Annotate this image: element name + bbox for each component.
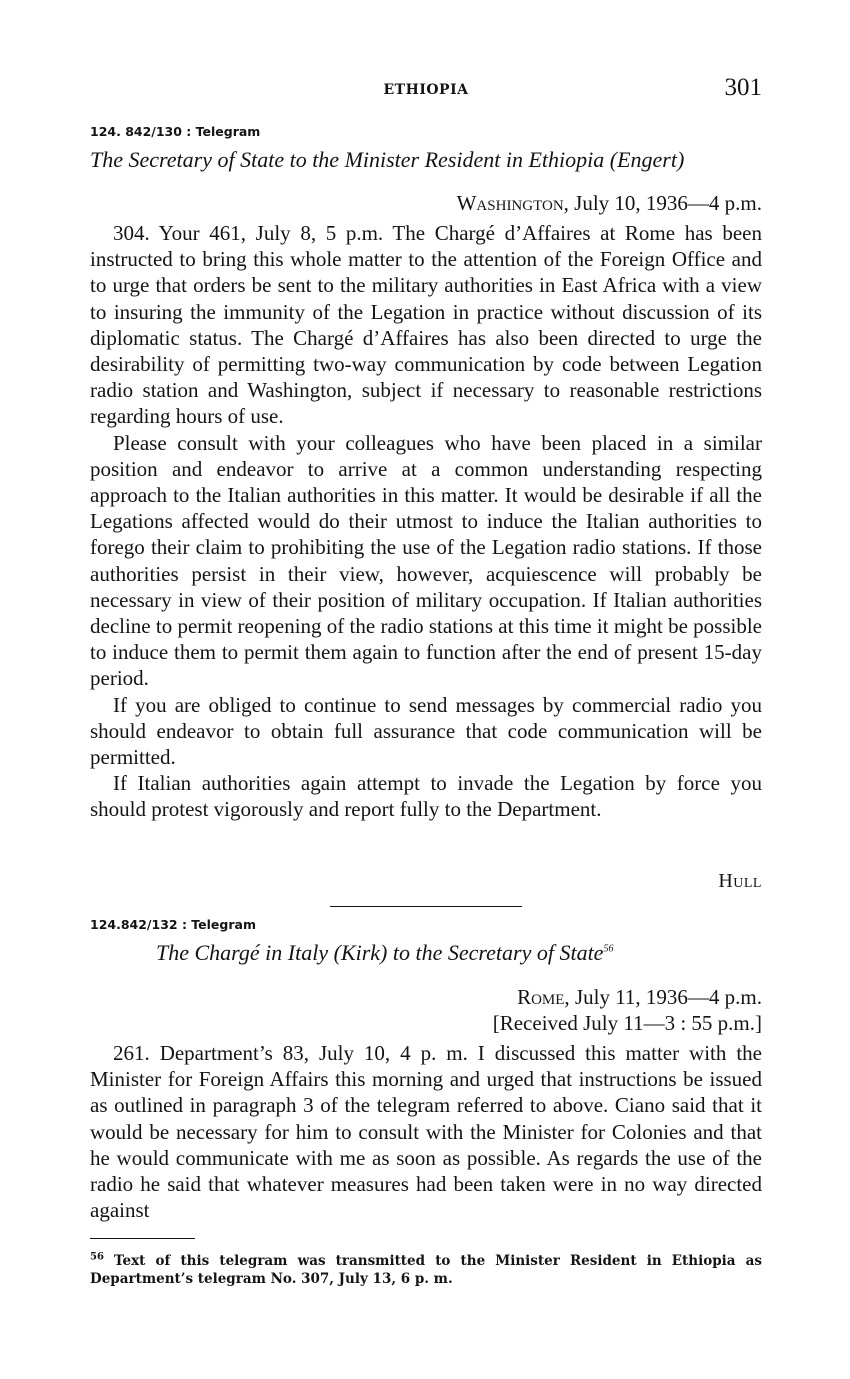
doc1-dateline-place: Washington,	[456, 191, 569, 215]
doc2-paragraph-1: 261. Department’s 83, July 10, 4 p. m. I discussed this matter with the Minister for Foreign Affairs this morning and urged that instructions be issued as outlined in paragraph 3 of the telegram referred to above. Ciano said that it would be necessary for him to consult with the Minister for Colonies and that he would communicate with me as soon as possible. As regards the use of the radio he said that whatever measures had been taken were in no way directed against	[90, 1041, 762, 1223]
doc1-file-reference: 124. 842/130 : Telegram	[90, 124, 261, 139]
footnote-text: Text of this telegram was transmitted to the Minister Resident in Ethiopia as Department’s telegram No. 307, July 13, 6 p. m.	[90, 1253, 762, 1287]
doc1-dateline	[457, 190, 762, 216]
footnote-marker: 56	[90, 1251, 104, 1263]
footnote	[90, 1252, 762, 1288]
doc1-heading: The Secretary of State to the Minister Resident in Ethiopia (Engert)	[90, 147, 685, 172]
doc2-dateline	[517, 984, 762, 1010]
doc2-dateline-date: July 11, 1936—4 p.m.	[569, 985, 762, 1009]
doc1-paragraph-3: If you are obliged to continue to send messages by commercial radio you should endeavor to obtain full assurance that code communication will be permitted.	[90, 692, 762, 770]
footnote-rule	[90, 1238, 195, 1239]
doc1-paragraph-2: Please consult with your colleagues who have been placed in a similar position and endeavor to arrive at a common understanding respecting approach to the Italian authorities in this matter. It would be desirable if all the Legations affected would do their utmost to induce the Italian authorities to forego their claim to prohibiting the use of the Legation radio stations. If those authorities persist in their view, however, acquiescence will probably be necessary in view of their position of military occupation. If Italian authorities decline to permit reopening of the radio stations at this time it might be possible to induce them to permit them again to function after the end of present 15-day period.	[90, 430, 762, 691]
doc1-paragraph-1: 304. Your 461, July 8, 5 p.m. The Chargé d’Affaires at Rome has been instructed to bring this whole matter to the attention of the Foreign Office and to urge that orders be sent to the military authorities in East Africa with a view to insuring the immunity of the Legation in practice without discussion of its diplomatic status. The Chargé d’Affaires has also been directed to urge the desirability of permitting two-way communication by code between Legation radio station and Washington, subject if necessary to reasonable restrictions regarding hours of use.	[90, 221, 762, 429]
doc2-footnote-marker: 56	[603, 943, 614, 955]
doc2-received: [Received July 11—3 : 55 p.m.]	[492, 1011, 762, 1035]
doc2-dateline-place: Rome,	[517, 985, 570, 1009]
doc2-file-reference: 124.842/132 : Telegram	[90, 917, 256, 932]
doc2-heading-text: The Chargé in Italy (Kirk) to the Secretary of State	[156, 940, 604, 965]
doc1-paragraph-4: If Italian authorities again attempt to invade the Legation by force you should protest vigorously and report fully to the Department.	[90, 771, 762, 822]
doc1-signature: Hull	[718, 870, 762, 892]
doc2-body	[90, 1040, 762, 1223]
doc2-heading	[156, 940, 613, 966]
doc1-dateline-date: July 10, 1936—4 p.m.	[568, 191, 762, 215]
page-number: 301	[724, 74, 762, 101]
section-divider	[330, 906, 522, 907]
doc1-body	[90, 220, 762, 823]
running-head-title: ETHIOPIA	[383, 82, 469, 98]
running-head	[90, 74, 762, 108]
